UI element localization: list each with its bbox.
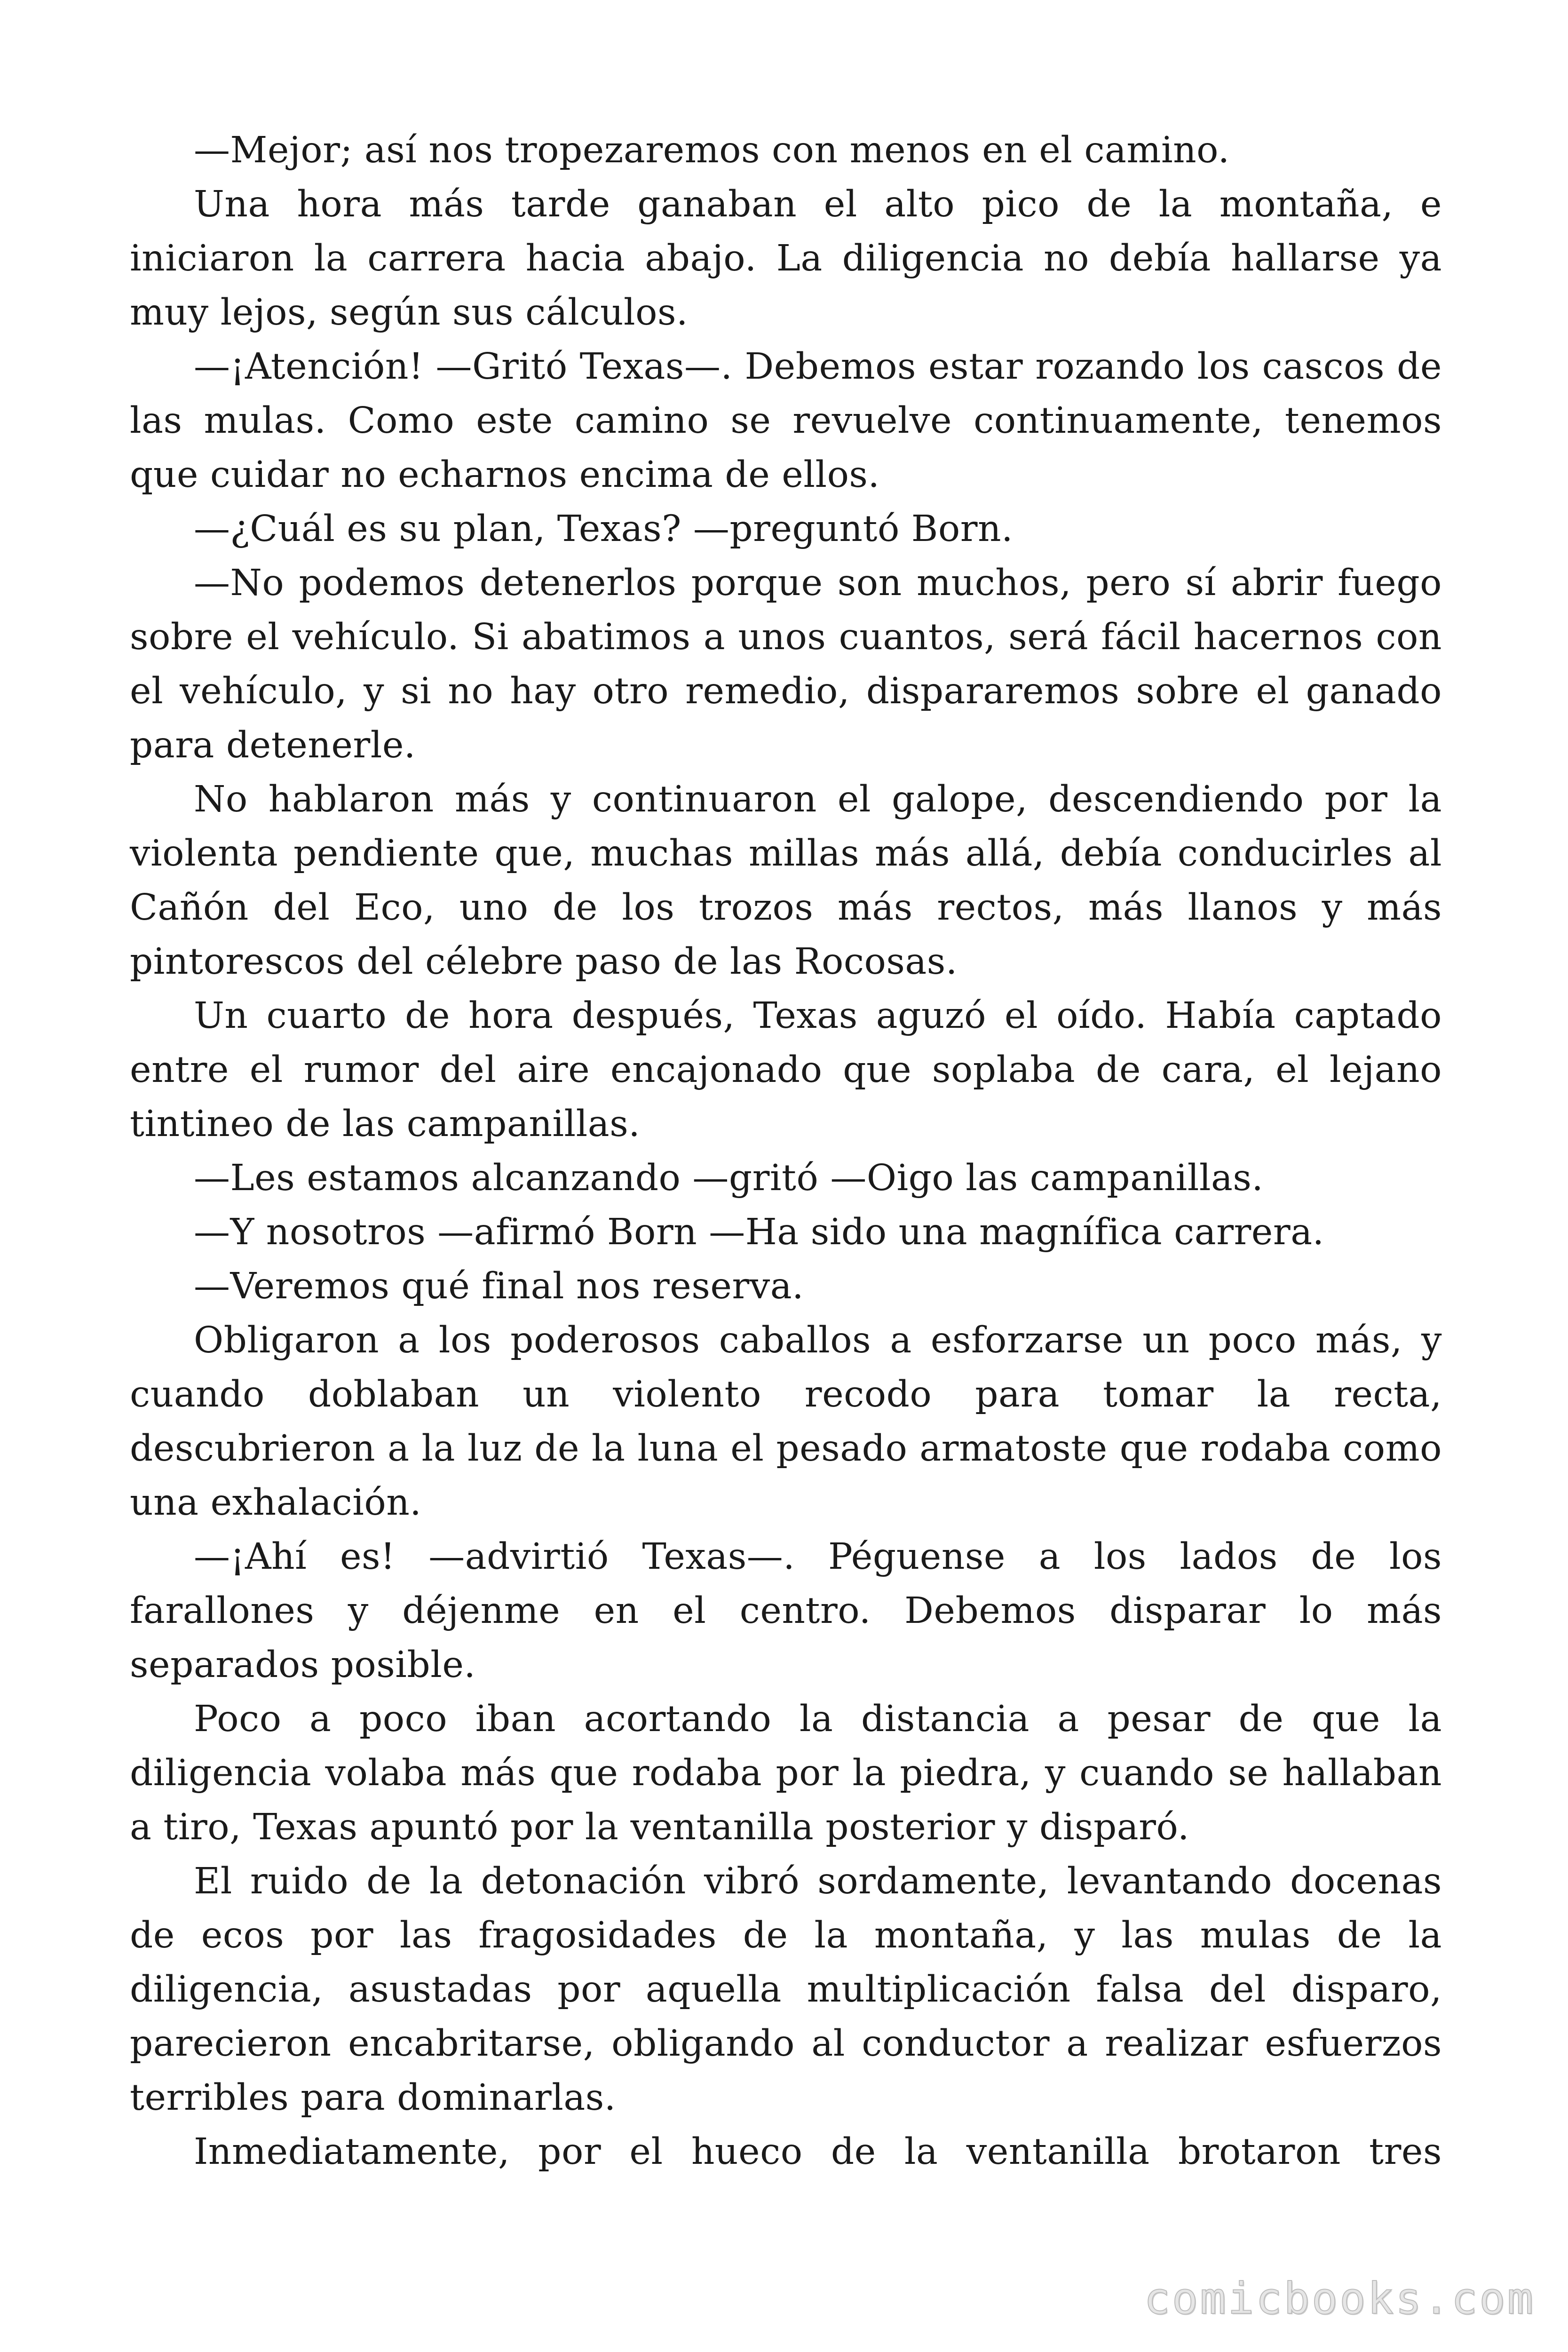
paragraph-12: —¡Ahí es! —advirtió Texas—. Péguense a los lados de los farallones y déjenme en el centro. Debemos disparar lo más separados posible. (130, 1536, 1442, 1686)
book-page-text (130, 123, 1442, 2217)
paragraph-3: —¡Atención! —Gritó Texas—. Debemos estar rozando los cascos de las mulas. Como este camino se revuelve continuamente, tenemos que cuidar no echarnos encima de ellos. (130, 346, 1442, 496)
paragraph-8: —Les estamos alcanzando —gritó —Oigo las campanillas. (194, 1157, 1264, 1199)
paragraph-2: Una hora más tarde ganaban el alto pico de la montaña, e iniciaron la carrera hacia abajo. La diligencia no debía hallarse ya muy lejos, según sus cálculos. (130, 183, 1442, 334)
paragraph-15: Inmediatamente, por el hueco de la ventanilla brotaron tres (194, 2131, 1442, 2173)
paragraph-1: —Mejor; así nos tropezaremos con menos en el camino. (194, 129, 1230, 171)
paragraph-10: —Veremos qué final nos reserva. (194, 1265, 804, 1307)
paragraph-7: Un cuarto de hora después, Texas aguzó el oído. Había captado entre el rumor del aire encajonado que soplaba de cara, el lejano tintineo de las campanillas. (130, 995, 1442, 1145)
paragraph-9: —Y nosotros —afirmó Born —Ha sido una magnífica carrera. (194, 1211, 1324, 1253)
paragraph-11: Obligaron a los poderosos caballos a esforzarse un poco más, y cuando doblaban un violento recodo para tomar la recta, descubrieron a la luz de la luna el pesado armatoste que rodaba como una exhalación. (130, 1319, 1442, 1524)
watermark: comicbooks.com (1144, 2273, 1535, 2324)
paragraph-4: —¿Cuál es su plan, Texas? —preguntó Born. (194, 508, 1014, 550)
paragraph-6: No hablaron más y continuaron el galope, descendiendo por la violenta pendiente que, muchas millas más allá, debía conducirles al Cañón del Eco, uno de los trozos más rectos, más llanos y más pintorescos del célebre paso de las Rocosas. (130, 779, 1442, 983)
paragraph-5: —No podemos detenerlos porque son muchos, pero sí abrir fuego sobre el vehículo. Si abatimos a unos cuantos, será fácil hacernos con el vehículo, y si no hay otro remedio, dispararemos sobre el ganado para detenerle. (130, 562, 1442, 766)
paragraph-14: El ruido de la detonación vibró sordamente, levantando docenas de ecos por las fragosidades de la montaña, y las mulas de la diligencia, asustadas por aquella multiplicación falsa del disparo, parecieron encabritarse, obligando al conductor a realizar esfuerzos terribles para dominarlas. (130, 1860, 1442, 2119)
paragraph-13: Poco a poco iban acortando la distancia a pesar de que la diligencia volaba más que rodaba por la piedra, y cuando se hallaban a tiro, Texas apuntó por la ventanilla posterior y disparó. (130, 1698, 1442, 1848)
